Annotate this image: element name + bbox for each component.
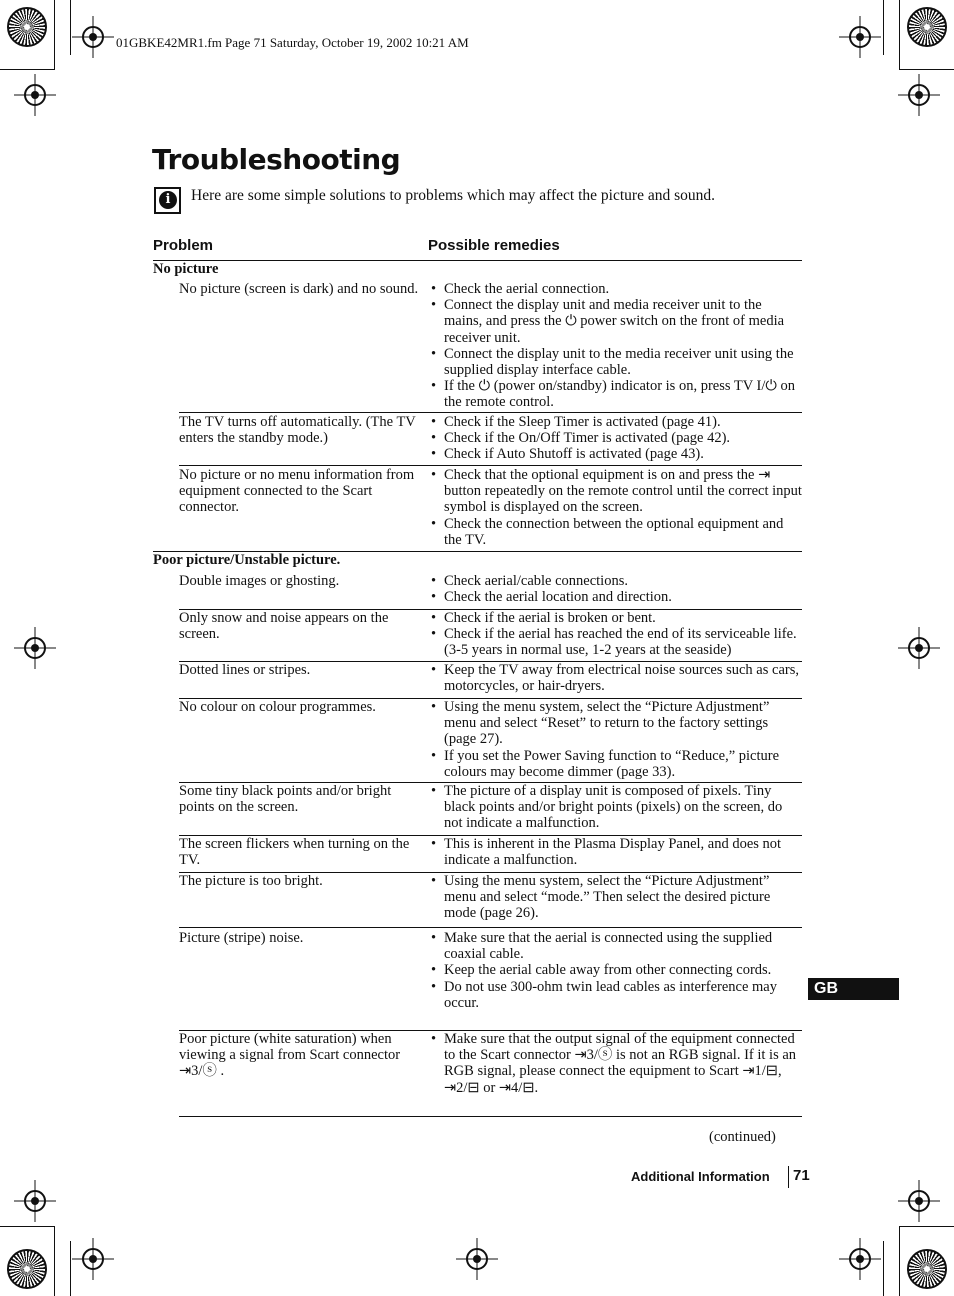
remedies-list xyxy=(431,783,803,832)
remedy-item: • Check if the aerial is broken or bent. xyxy=(431,610,803,626)
crop-mark xyxy=(70,0,71,55)
section-heading: No picture xyxy=(153,261,219,277)
page-number: 71 xyxy=(793,1167,810,1184)
remedies-list xyxy=(431,281,803,411)
remedy-item: • Connect the display unit and media receiver unit to the mains, and press the ⏻ power switch on the front of media receiver unit. xyxy=(431,297,803,346)
remedies-list xyxy=(431,662,803,694)
registration-mark-icon xyxy=(908,637,930,659)
problem-text: The TV turns off automatically. (The TV enters the standby mode.) xyxy=(179,414,416,447)
problem-text: No colour on colour programmes. xyxy=(179,699,376,715)
crop-mark xyxy=(899,1226,900,1296)
registration-mark-icon xyxy=(466,1248,488,1270)
remedy-item: • Connect the display unit to the media receiver unit using the supplied display interface cable. xyxy=(431,346,803,378)
remedy-item: • Using the menu system, select the “Picture Adjustment” menu and select “Reset” to return to the factory settings (page 27). xyxy=(431,699,803,748)
problem-text: No picture (screen is dark) and no sound. xyxy=(179,281,419,297)
starburst-target-icon xyxy=(907,7,947,47)
problem-text: Double images or ghosting. xyxy=(179,573,340,589)
divider xyxy=(179,1116,802,1117)
remedy-item: • Check if the Sleep Timer is activated (page 41). xyxy=(431,414,803,430)
registration-mark-icon xyxy=(849,26,871,48)
crop-mark xyxy=(883,0,884,55)
crop-mark xyxy=(54,0,55,70)
remedy-item: • If you set the Power Saving function to “Reduce,” picture colours may become dimmer (page 33). xyxy=(431,748,803,780)
registration-mark-icon xyxy=(908,84,930,106)
remedy-item: • Check if the On/Off Timer is activated (page 42). xyxy=(431,430,803,446)
remedy-item: • Check the aerial location and direction. xyxy=(431,589,803,605)
divider xyxy=(179,927,802,928)
crop-mark xyxy=(883,1241,884,1296)
problem-text: Some tiny black points and/or bright points on the screen. xyxy=(179,783,392,816)
remedy-item: • Make sure that the aerial is connected using the supplied coaxial cable. xyxy=(431,930,803,962)
remedy-item: • Check if the aerial has reached the end of its serviceable life. (3-5 years in normal use, 1-2 years at the seaside) xyxy=(431,626,803,658)
crop-mark xyxy=(54,1226,55,1296)
continued-note: (continued) xyxy=(709,1129,776,1145)
remedy-item: • Do not use 300-ohm twin lead cables as interference may occur. xyxy=(431,979,803,1011)
language-tab: GB xyxy=(808,978,899,1000)
remedies-list xyxy=(431,414,803,463)
page-title: Troubleshooting xyxy=(152,143,401,176)
remedy-item: • Keep the aerial cable away from other connecting cords. xyxy=(431,962,803,978)
footer-section-label: Additional Information xyxy=(631,1169,770,1184)
registration-mark-icon xyxy=(82,26,104,48)
divider xyxy=(179,465,802,466)
column-header-remedies: Possible remedies xyxy=(428,237,560,254)
starburst-target-icon xyxy=(7,7,47,47)
crop-mark xyxy=(899,1226,954,1227)
registration-mark-icon xyxy=(24,84,46,106)
problem-text: Poor picture (white saturation) when viewing a signal from Scart connector ⇥3/ⓢ . xyxy=(179,1031,401,1080)
divider xyxy=(179,412,802,413)
remedy-item: • Check if Auto Shutoff is activated (page 43). xyxy=(431,446,803,462)
remedy-item: • Check aerial/cable connections. xyxy=(431,573,803,589)
registration-mark-icon xyxy=(849,1248,871,1270)
remedy-item: • Make sure that the output signal of the equipment connected to the Scart connector ⇥3/ⓢ is not an RGB signal. If it is an RGB signal, please connect the equipment to Scart ⇥1/⊟, ⇥2/⊟ or ⇥4/⊟. xyxy=(431,1031,803,1096)
problem-text: The picture is too bright. xyxy=(179,873,323,889)
remedy-item: • Check the connection between the optional equipment and the TV. xyxy=(431,516,803,548)
divider xyxy=(153,260,802,261)
problem-text: Only snow and noise appears on the screen. xyxy=(179,610,389,643)
problem-text: The screen flickers when turning on the TV. xyxy=(179,836,410,869)
remedies-list xyxy=(431,610,803,659)
remedies-list xyxy=(431,1031,803,1096)
intro-text: Here are some simple solutions to problems which may affect the picture and sound. xyxy=(191,187,715,204)
file-header: 01GBKE42MR1.fm Page 71 Saturday, October 19, 2002 10:21 AM xyxy=(116,35,469,50)
crop-mark xyxy=(0,1226,55,1227)
remedy-item: • Keep the TV away from electrical noise sources such as cars, motorcycles, or hair-dryers. xyxy=(431,662,803,694)
section-heading: Poor picture/Unstable picture. xyxy=(153,552,341,568)
crop-mark xyxy=(899,69,954,70)
column-header-problem: Problem xyxy=(153,237,214,254)
remedies-list xyxy=(431,836,803,868)
remedy-item: • The picture of a display unit is composed of pixels. Tiny black points and/or bright points (pixels) on the screen, do not indicate a malfunction. xyxy=(431,783,803,832)
crop-mark xyxy=(0,69,55,70)
starburst-target-icon xyxy=(907,1249,947,1289)
registration-mark-icon xyxy=(24,1190,46,1212)
registration-mark-icon xyxy=(908,1190,930,1212)
footer-divider xyxy=(788,1166,789,1188)
remedy-item: • Check the aerial connection. xyxy=(431,281,803,297)
registration-mark-icon xyxy=(24,637,46,659)
remedies-list xyxy=(431,573,803,605)
problem-text: Picture (stripe) noise. xyxy=(179,930,304,946)
remedies-list xyxy=(431,873,803,922)
remedies-list xyxy=(431,930,803,1011)
crop-mark xyxy=(899,0,900,70)
remedy-item: • If the ⏻ (power on/standby) indicator is on, press TV I/⏻ on the remote control. xyxy=(431,378,803,410)
crop-mark xyxy=(70,1241,71,1296)
problem-text: Dotted lines or stripes. xyxy=(179,662,311,678)
registration-mark-icon xyxy=(82,1248,104,1270)
remedy-item: • Check that the optional equipment is on and press the ⇥ button repeatedly on the remote control until the correct input symbol is displayed on the screen. xyxy=(431,467,803,516)
remedy-item: • Using the menu system, select the “Picture Adjustment” menu and select “mode.” Then select the desired picture mode (page 26). xyxy=(431,873,803,922)
remedy-item: • This is inherent in the Plasma Display Panel, and does not indicate a malfunction. xyxy=(431,836,803,868)
problem-text: No picture or no menu information from equipment connected to the Scart connector. xyxy=(179,467,415,516)
remedies-list xyxy=(431,699,803,780)
starburst-target-icon xyxy=(7,1249,47,1289)
remedies-list xyxy=(431,467,803,548)
info-icon: i xyxy=(154,187,181,214)
